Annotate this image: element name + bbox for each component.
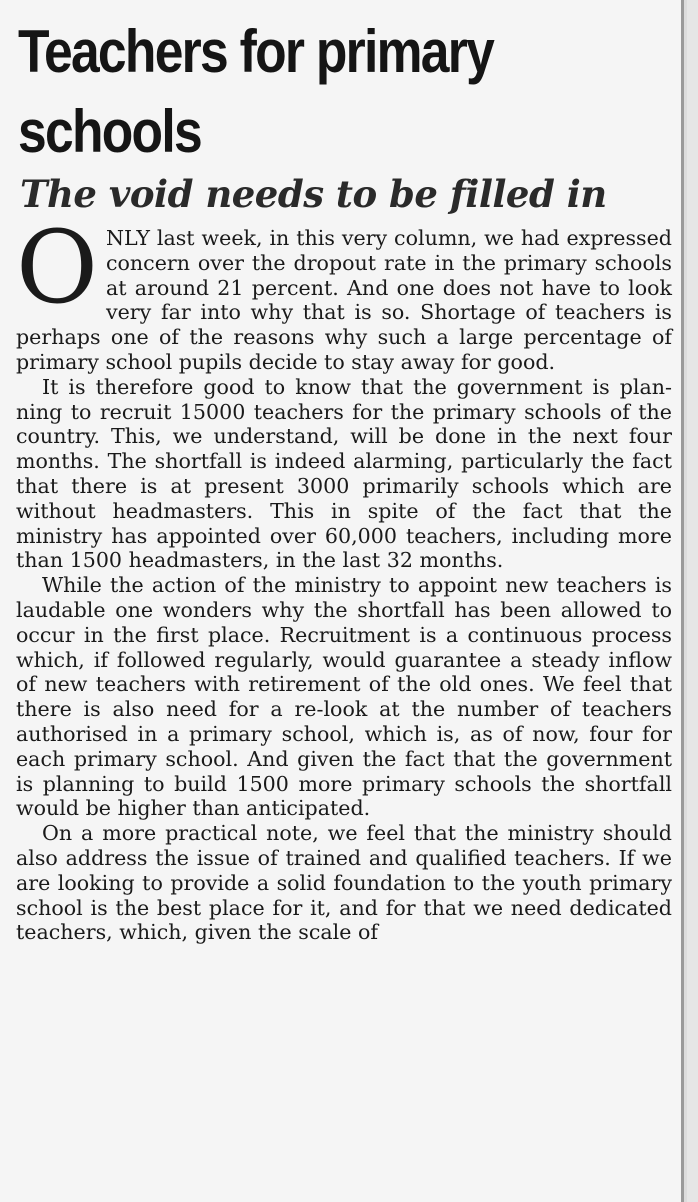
paragraph-3: While the action of the ministry to appoint new teachers is laudable one wonders why the shortfall has been allowed to occur in the first place. Recruitment is a continuous process which, if followed regularly, would guarantee a steady inflow of new teachers with retirement of the old ones. We feel that there is also need for a re-look at the number of teachers authorised in a primary school, which is, as of now, four for each primary school. And given the fact that the government is planning to build 1500 more primary schools the shortfall would be higher than anticipated. xyxy=(16,573,672,821)
page-edge xyxy=(687,0,698,1202)
paragraph-1 xyxy=(16,209,672,375)
paragraph-1-text: NLY last week, in this very column, we had expressed concern over the dropout rate in the primary schools at around 21 percent. And one does not have to look very far into why that is so. Shortage of teachers is perhaps one of the reasons why such a large percentage of primary school pupils decide to stay away for good. xyxy=(16,226,672,374)
drop-cap: O xyxy=(16,209,98,326)
article-body xyxy=(16,209,672,945)
headline: Teachers for primary schools xyxy=(18,18,494,165)
paragraph-2: It is therefore good to know that the government is planning to recruit 15000 teachers for the primary schools of the country. This, we understand, will be done in the next four months. The shortfall is indeed alarming, particularly the fact that there is at present 3000 primarily schools which are without headmasters. This in spite of the fact that the ministry has appointed over 60,000 teachers, including more than 1500 headmasters, in the last 32 months. xyxy=(16,374,672,573)
subheadline: The void needs to be filled in xyxy=(20,172,607,216)
paragraph-4: On a more practical note, we feel that the ministry should also address the issue of trained and qualified teachers. If we are looking to provide a solid foundation to the youth primary school is the best place for it, and for that we need dedicated teachers, which, given the scale of xyxy=(16,821,672,945)
